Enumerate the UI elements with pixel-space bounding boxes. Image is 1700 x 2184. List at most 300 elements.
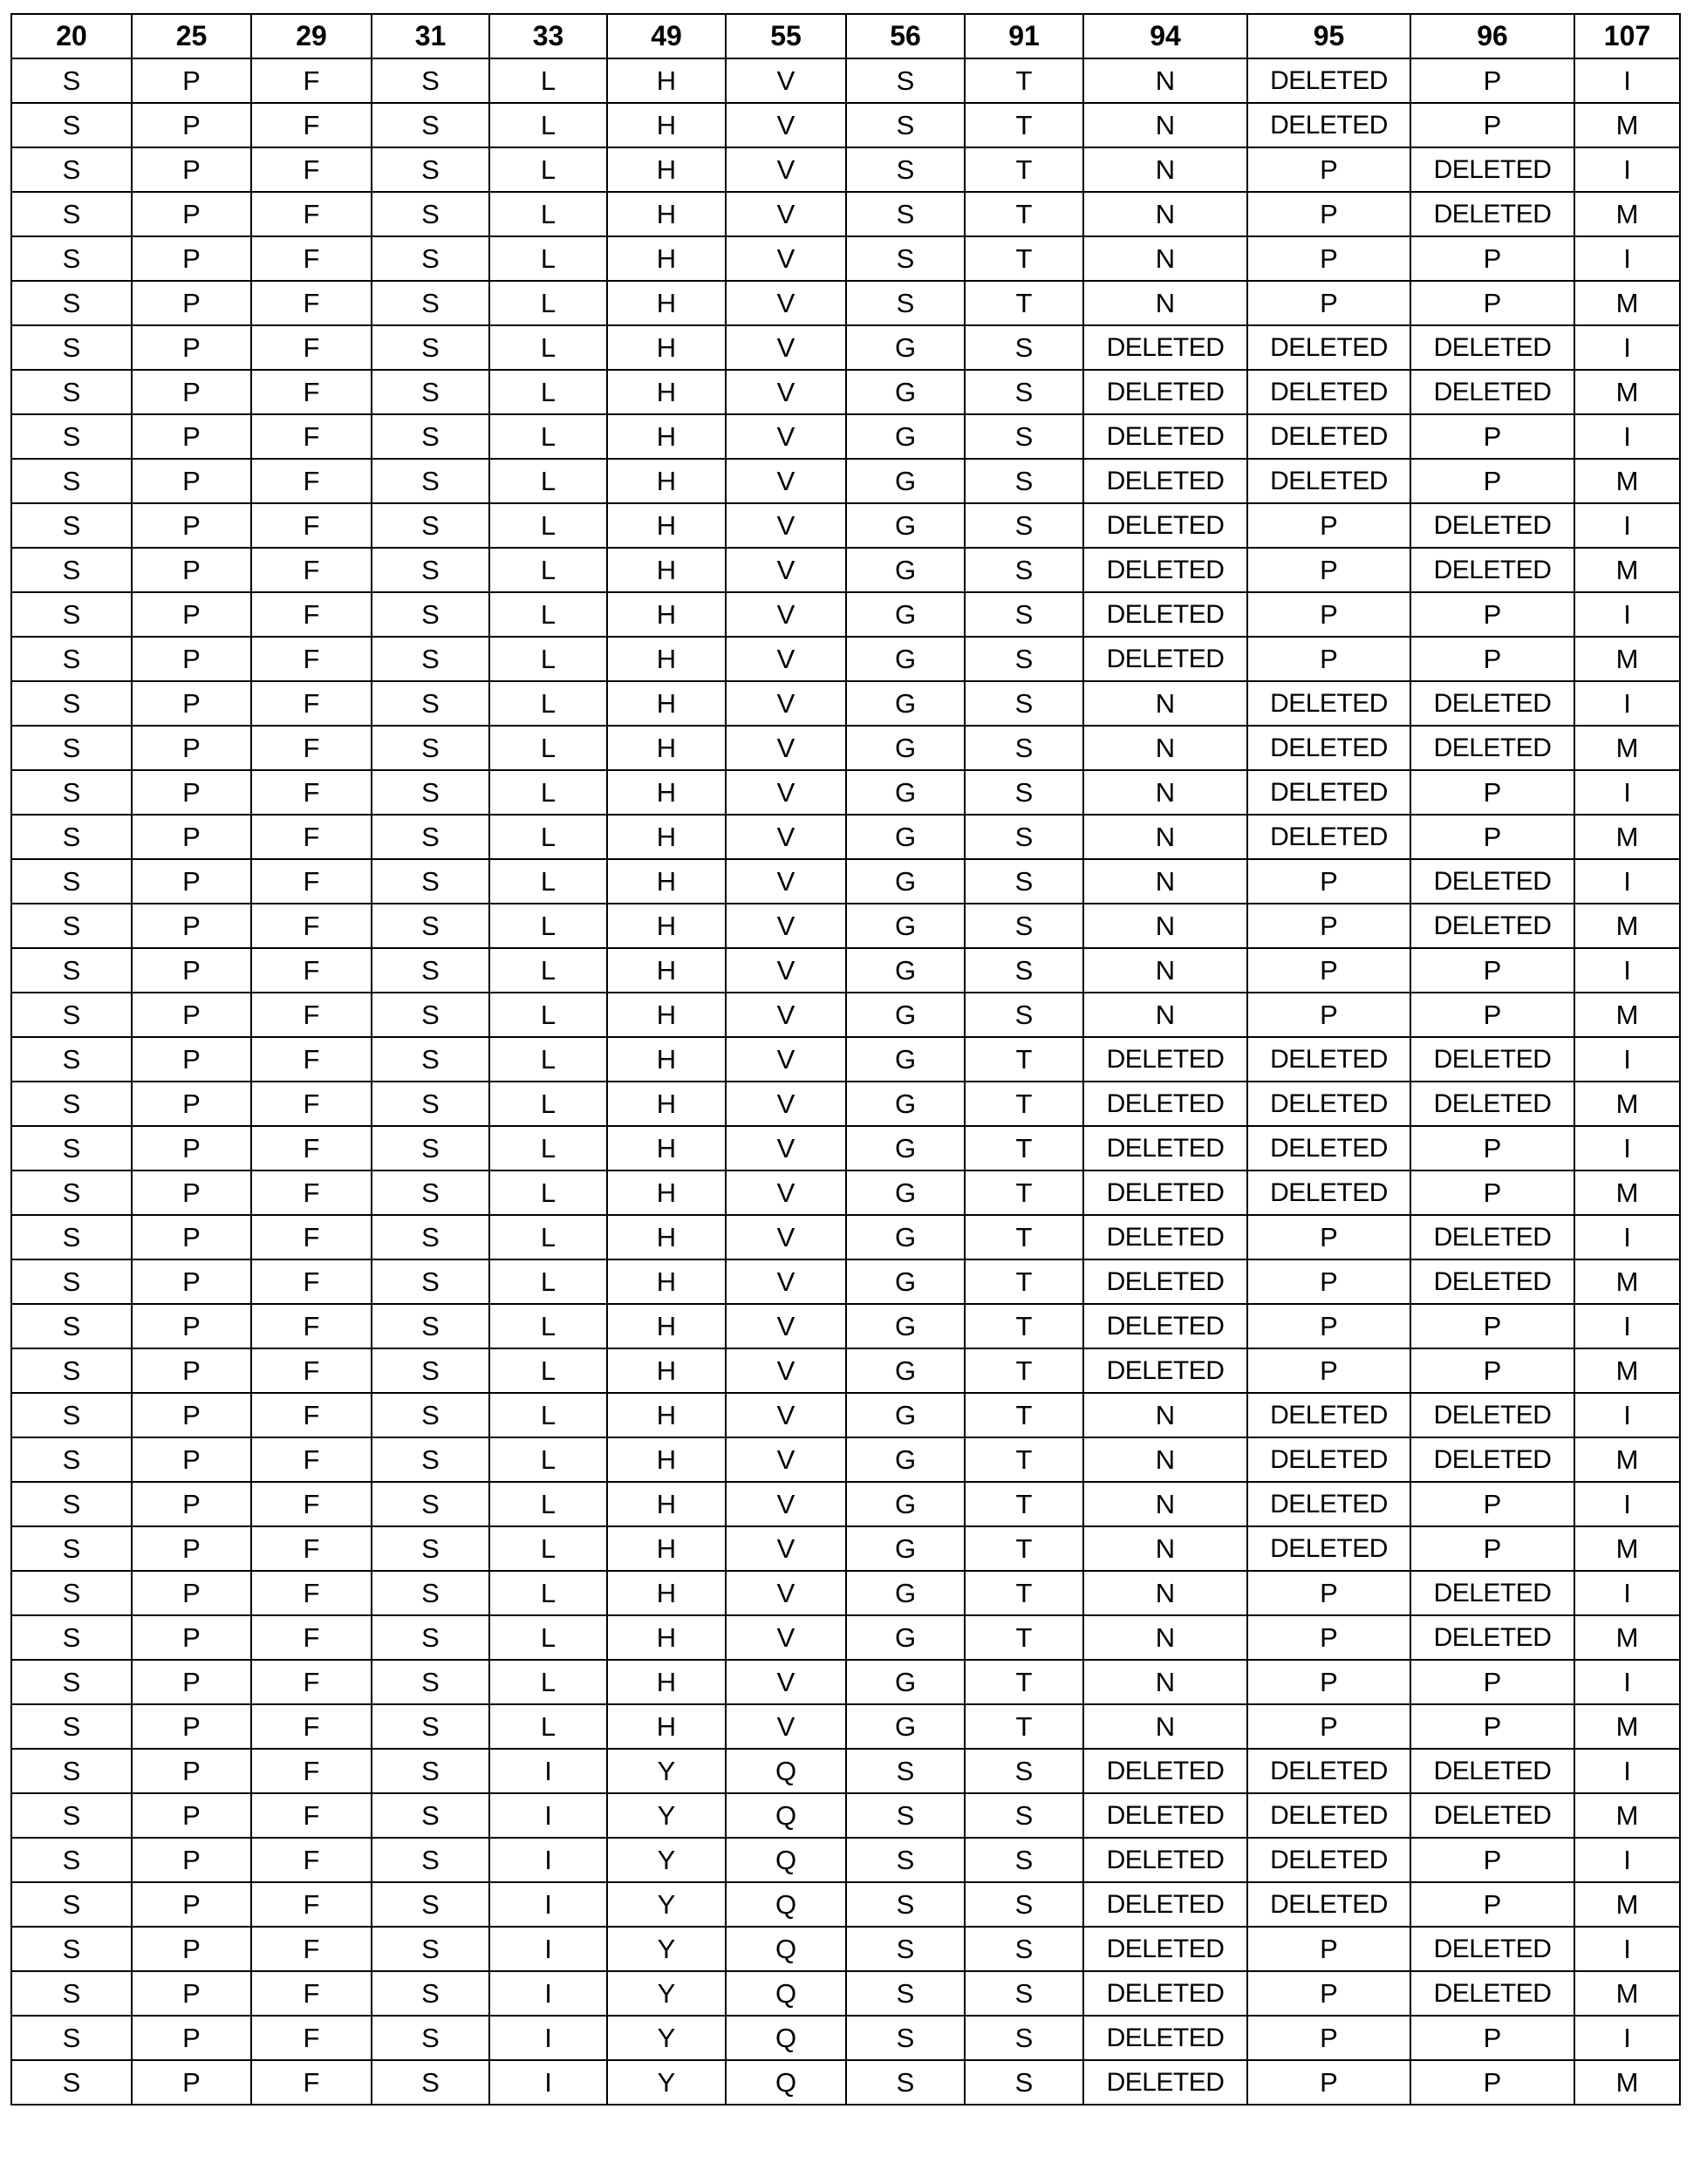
cell-pos-20: S [11, 1304, 132, 1348]
cell-pos-49: H [607, 548, 726, 592]
cell-pos-56: G [846, 1304, 965, 1348]
table-row [11, 1882, 1680, 1927]
cell-pos-25: P [132, 1704, 251, 1749]
cell-pos-29: F [251, 1971, 372, 2016]
cell-pos-91: S [965, 681, 1083, 726]
cell-pos-29: F [251, 904, 372, 948]
cell-pos-107: M [1574, 726, 1680, 770]
cell-pos-49: H [607, 904, 726, 948]
table-row [11, 281, 1680, 325]
cell-pos-107: I [1574, 1838, 1680, 1882]
table-row [11, 1749, 1680, 1793]
cell-pos-96: P [1410, 1170, 1574, 1215]
cell-pos-29: F [251, 592, 372, 637]
cell-pos-91: S [965, 815, 1083, 859]
cell-pos-95: P [1247, 236, 1410, 281]
cell-pos-20: S [11, 236, 132, 281]
cell-pos-107: M [1574, 993, 1680, 1037]
table-row [11, 1615, 1680, 1660]
cell-pos-31: S [372, 1037, 489, 1082]
cell-pos-29: F [251, 815, 372, 859]
cell-pos-25: P [132, 637, 251, 681]
cell-pos-31: S [372, 1704, 489, 1749]
cell-pos-31: S [372, 2060, 489, 2105]
cell-pos-96: DELETED [1410, 1437, 1574, 1482]
cell-pos-107: I [1574, 1304, 1680, 1348]
cell-pos-95: P [1247, 948, 1410, 993]
cell-pos-25: P [132, 1660, 251, 1704]
cell-pos-96: DELETED [1410, 548, 1574, 592]
cell-pos-91: S [965, 370, 1083, 414]
cell-pos-31: S [372, 1927, 489, 1971]
cell-pos-91: S [965, 2060, 1083, 2105]
table-row [11, 1838, 1680, 1882]
cell-pos-96: DELETED [1410, 1615, 1574, 1660]
cell-pos-29: F [251, 1793, 372, 1838]
cell-pos-33: L [489, 58, 607, 103]
cell-pos-29: F [251, 281, 372, 325]
cell-pos-20: S [11, 1838, 132, 1882]
table-row [11, 681, 1680, 726]
cell-pos-33: I [489, 1927, 607, 1971]
cell-pos-33: L [489, 236, 607, 281]
cell-pos-33: I [489, 2060, 607, 2105]
cell-pos-107: I [1574, 681, 1680, 726]
cell-pos-25: P [132, 1437, 251, 1482]
cell-pos-91: S [965, 1971, 1083, 2016]
cell-pos-95: DELETED [1247, 1082, 1410, 1126]
cell-pos-29: F [251, 1927, 372, 1971]
cell-pos-31: S [372, 770, 489, 815]
cell-pos-31: S [372, 2016, 489, 2060]
cell-pos-49: H [607, 770, 726, 815]
table-row [11, 1215, 1680, 1259]
cell-pos-95: P [1247, 1704, 1410, 1749]
cell-pos-31: S [372, 58, 489, 103]
cell-pos-49: Y [607, 1971, 726, 2016]
cell-pos-107: M [1574, 1526, 1680, 1571]
cell-pos-55: V [726, 637, 846, 681]
cell-pos-95: P [1247, 147, 1410, 192]
cell-pos-96: P [1410, 592, 1574, 637]
cell-pos-91: S [965, 859, 1083, 904]
cell-pos-56: G [846, 1215, 965, 1259]
cell-pos-31: S [372, 1126, 489, 1170]
cell-pos-49: H [607, 103, 726, 147]
cell-pos-49: H [607, 815, 726, 859]
table-row [11, 103, 1680, 147]
cell-pos-33: L [489, 325, 607, 370]
cell-pos-56: G [846, 1259, 965, 1304]
cell-pos-55: V [726, 103, 846, 147]
cell-pos-94: N [1083, 1704, 1247, 1749]
cell-pos-96: P [1410, 1348, 1574, 1393]
cell-pos-94: DELETED [1083, 548, 1247, 592]
column-header-91: 91 [965, 14, 1083, 58]
cell-pos-29: F [251, 503, 372, 548]
cell-pos-25: P [132, 370, 251, 414]
cell-pos-55: V [726, 370, 846, 414]
cell-pos-31: S [372, 1838, 489, 1882]
cell-pos-33: I [489, 1971, 607, 2016]
cell-pos-95: P [1247, 904, 1410, 948]
column-header-29: 29 [251, 14, 372, 58]
cell-pos-91: S [965, 1749, 1083, 1793]
cell-pos-31: S [372, 681, 489, 726]
cell-pos-95: DELETED [1247, 1126, 1410, 1170]
cell-pos-107: M [1574, 1793, 1680, 1838]
cell-pos-91: S [965, 503, 1083, 548]
cell-pos-49: H [607, 503, 726, 548]
cell-pos-20: S [11, 1437, 132, 1482]
cell-pos-49: Y [607, 2060, 726, 2105]
cell-pos-25: P [132, 1749, 251, 1793]
cell-pos-33: L [489, 192, 607, 236]
cell-pos-95: P [1247, 503, 1410, 548]
cell-pos-25: P [132, 414, 251, 459]
cell-pos-55: V [726, 1482, 846, 1526]
cell-pos-33: L [489, 948, 607, 993]
cell-pos-96: DELETED [1410, 192, 1574, 236]
cell-pos-49: H [607, 1037, 726, 1082]
cell-pos-95: DELETED [1247, 325, 1410, 370]
cell-pos-95: P [1247, 1348, 1410, 1393]
cell-pos-96: P [1410, 1882, 1574, 1927]
cell-pos-25: P [132, 503, 251, 548]
cell-pos-91: T [965, 1259, 1083, 1304]
cell-pos-33: L [489, 637, 607, 681]
cell-pos-33: L [489, 726, 607, 770]
cell-pos-29: F [251, 1393, 372, 1437]
cell-pos-33: L [489, 1259, 607, 1304]
cell-pos-29: F [251, 637, 372, 681]
cell-pos-107: I [1574, 1393, 1680, 1437]
cell-pos-56: G [846, 1170, 965, 1215]
cell-pos-33: L [489, 859, 607, 904]
cell-pos-20: S [11, 459, 132, 503]
cell-pos-49: Y [607, 1749, 726, 1793]
cell-pos-91: T [965, 1482, 1083, 1526]
cell-pos-56: G [846, 1126, 965, 1170]
table-row [11, 770, 1680, 815]
cell-pos-94: N [1083, 1393, 1247, 1437]
cell-pos-29: F [251, 236, 372, 281]
cell-pos-49: H [607, 370, 726, 414]
cell-pos-91: T [965, 1571, 1083, 1615]
cell-pos-33: L [489, 1082, 607, 1126]
cell-pos-49: H [607, 1571, 726, 1615]
cell-pos-96: DELETED [1410, 1749, 1574, 1793]
cell-pos-20: S [11, 325, 132, 370]
cell-pos-33: L [489, 103, 607, 147]
cell-pos-107: M [1574, 1615, 1680, 1660]
cell-pos-20: S [11, 1749, 132, 1793]
cell-pos-29: F [251, 414, 372, 459]
cell-pos-29: F [251, 325, 372, 370]
cell-pos-94: N [1083, 993, 1247, 1037]
cell-pos-25: P [132, 1348, 251, 1393]
cell-pos-33: I [489, 2016, 607, 2060]
cell-pos-56: G [846, 1482, 965, 1526]
cell-pos-94: N [1083, 1526, 1247, 1571]
cell-pos-56: G [846, 1437, 965, 1482]
cell-pos-33: L [489, 459, 607, 503]
cell-pos-20: S [11, 1571, 132, 1615]
cell-pos-55: Q [726, 2016, 846, 2060]
cell-pos-56: G [846, 1037, 965, 1082]
cell-pos-20: S [11, 414, 132, 459]
cell-pos-25: P [132, 770, 251, 815]
table-row [11, 1704, 1680, 1749]
cell-pos-94: DELETED [1083, 1971, 1247, 2016]
cell-pos-20: S [11, 948, 132, 993]
cell-pos-49: Y [607, 2016, 726, 2060]
cell-pos-95: DELETED [1247, 1838, 1410, 1882]
cell-pos-56: G [846, 325, 965, 370]
cell-pos-49: H [607, 1393, 726, 1437]
cell-pos-94: DELETED [1083, 1082, 1247, 1126]
cell-pos-33: L [489, 1526, 607, 1571]
cell-pos-56: G [846, 637, 965, 681]
cell-pos-25: P [132, 1215, 251, 1259]
cell-pos-94: N [1083, 815, 1247, 859]
cell-pos-95: P [1247, 1259, 1410, 1304]
table-row [11, 1927, 1680, 1971]
cell-pos-55: Q [726, 1749, 846, 1793]
cell-pos-94: DELETED [1083, 1170, 1247, 1215]
cell-pos-31: S [372, 1971, 489, 2016]
cell-pos-96: DELETED [1410, 859, 1574, 904]
cell-pos-107: I [1574, 592, 1680, 637]
cell-pos-95: DELETED [1247, 770, 1410, 815]
cell-pos-49: H [607, 637, 726, 681]
column-header-25: 25 [132, 14, 251, 58]
cell-pos-91: T [965, 281, 1083, 325]
cell-pos-94: DELETED [1083, 1882, 1247, 1927]
cell-pos-31: S [372, 370, 489, 414]
cell-pos-95: DELETED [1247, 1749, 1410, 1793]
cell-pos-107: M [1574, 1259, 1680, 1304]
cell-pos-31: S [372, 948, 489, 993]
table-row [11, 1793, 1680, 1838]
cell-pos-94: DELETED [1083, 1793, 1247, 1838]
cell-pos-25: P [132, 592, 251, 637]
cell-pos-33: L [489, 1437, 607, 1482]
cell-pos-49: H [607, 281, 726, 325]
cell-pos-49: H [607, 1215, 726, 1259]
cell-pos-25: P [132, 1304, 251, 1348]
cell-pos-91: T [965, 1393, 1083, 1437]
table-row [11, 414, 1680, 459]
cell-pos-20: S [11, 1927, 132, 1971]
cell-pos-20: S [11, 1037, 132, 1082]
cell-pos-25: P [132, 1615, 251, 1660]
cell-pos-31: S [372, 1348, 489, 1393]
cell-pos-91: S [965, 1927, 1083, 1971]
table-row [11, 2016, 1680, 2060]
cell-pos-94: N [1083, 726, 1247, 770]
cell-pos-20: S [11, 1615, 132, 1660]
cell-pos-20: S [11, 1482, 132, 1526]
cell-pos-20: S [11, 2016, 132, 2060]
cell-pos-33: I [489, 1793, 607, 1838]
cell-pos-96: DELETED [1410, 1971, 1574, 2016]
cell-pos-91: S [965, 459, 1083, 503]
cell-pos-25: P [132, 1126, 251, 1170]
cell-pos-20: S [11, 637, 132, 681]
cell-pos-96: DELETED [1410, 1215, 1574, 1259]
cell-pos-107: M [1574, 1704, 1680, 1749]
cell-pos-33: L [489, 592, 607, 637]
cell-pos-29: F [251, 459, 372, 503]
cell-pos-96: DELETED [1410, 1393, 1574, 1437]
cell-pos-25: P [132, 1482, 251, 1526]
cell-pos-94: DELETED [1083, 2016, 1247, 2060]
cell-pos-20: S [11, 1259, 132, 1304]
cell-pos-49: H [607, 192, 726, 236]
cell-pos-49: H [607, 1482, 726, 1526]
cell-pos-107: I [1574, 948, 1680, 993]
cell-pos-91: T [965, 192, 1083, 236]
cell-pos-95: DELETED [1247, 103, 1410, 147]
cell-pos-31: S [372, 1882, 489, 1927]
cell-pos-91: T [965, 1704, 1083, 1749]
cell-pos-31: S [372, 904, 489, 948]
cell-pos-33: L [489, 1037, 607, 1082]
cell-pos-33: L [489, 1304, 607, 1348]
cell-pos-20: S [11, 726, 132, 770]
cell-pos-29: F [251, 370, 372, 414]
cell-pos-49: Y [607, 1927, 726, 1971]
cell-pos-31: S [372, 1660, 489, 1704]
cell-pos-20: S [11, 58, 132, 103]
cell-pos-56: G [846, 592, 965, 637]
table-body [11, 58, 1680, 2105]
cell-pos-107: I [1574, 859, 1680, 904]
cell-pos-91: T [965, 1437, 1083, 1482]
cell-pos-96: P [1410, 1482, 1574, 1526]
cell-pos-107: M [1574, 548, 1680, 592]
cell-pos-107: M [1574, 1971, 1680, 2016]
cell-pos-25: P [132, 1259, 251, 1304]
cell-pos-55: V [726, 1170, 846, 1215]
cell-pos-49: H [607, 859, 726, 904]
table-row [11, 1571, 1680, 1615]
cell-pos-56: S [846, 281, 965, 325]
cell-pos-96: P [1410, 58, 1574, 103]
cell-pos-56: S [846, 1882, 965, 1927]
cell-pos-20: S [11, 770, 132, 815]
cell-pos-107: M [1574, 637, 1680, 681]
cell-pos-56: G [846, 726, 965, 770]
cell-pos-29: F [251, 1126, 372, 1170]
cell-pos-31: S [372, 815, 489, 859]
cell-pos-56: G [846, 1571, 965, 1615]
cell-pos-56: S [846, 2016, 965, 2060]
cell-pos-94: N [1083, 948, 1247, 993]
cell-pos-94: DELETED [1083, 1838, 1247, 1882]
cell-pos-49: H [607, 325, 726, 370]
cell-pos-95: P [1247, 637, 1410, 681]
cell-pos-55: V [726, 1304, 846, 1348]
cell-pos-25: P [132, 1793, 251, 1838]
table-row [11, 1660, 1680, 1704]
cell-pos-96: P [1410, 993, 1574, 1037]
cell-pos-31: S [372, 726, 489, 770]
cell-pos-49: H [607, 592, 726, 637]
cell-pos-49: H [607, 1437, 726, 1482]
cell-pos-94: DELETED [1083, 1348, 1247, 1393]
cell-pos-95: DELETED [1247, 681, 1410, 726]
column-header-55: 55 [726, 14, 846, 58]
cell-pos-31: S [372, 325, 489, 370]
cell-pos-31: S [372, 1482, 489, 1526]
cell-pos-55: V [726, 1259, 846, 1304]
cell-pos-29: F [251, 993, 372, 1037]
cell-pos-94: DELETED [1083, 637, 1247, 681]
cell-pos-107: I [1574, 2016, 1680, 2060]
cell-pos-25: P [132, 948, 251, 993]
cell-pos-20: S [11, 1882, 132, 1927]
cell-pos-96: P [1410, 1704, 1574, 1749]
cell-pos-96: DELETED [1410, 325, 1574, 370]
cell-pos-94: N [1083, 147, 1247, 192]
cell-pos-91: S [965, 1882, 1083, 1927]
cell-pos-56: S [846, 1749, 965, 1793]
cell-pos-55: Q [726, 1793, 846, 1838]
cell-pos-107: M [1574, 281, 1680, 325]
cell-pos-25: P [132, 1838, 251, 1882]
cell-pos-96: DELETED [1410, 503, 1574, 548]
cell-pos-33: L [489, 414, 607, 459]
cell-pos-94: N [1083, 904, 1247, 948]
cell-pos-20: S [11, 1170, 132, 1215]
cell-pos-56: S [846, 236, 965, 281]
cell-pos-107: I [1574, 58, 1680, 103]
table-row [11, 503, 1680, 548]
cell-pos-107: I [1574, 147, 1680, 192]
table-row [11, 859, 1680, 904]
cell-pos-31: S [372, 1749, 489, 1793]
cell-pos-29: F [251, 1704, 372, 1749]
cell-pos-29: F [251, 1882, 372, 1927]
table-row [11, 236, 1680, 281]
cell-pos-25: P [132, 1971, 251, 2016]
cell-pos-56: G [846, 1660, 965, 1704]
cell-pos-29: F [251, 58, 372, 103]
cell-pos-96: P [1410, 459, 1574, 503]
cell-pos-56: G [846, 681, 965, 726]
cell-pos-94: DELETED [1083, 1037, 1247, 1082]
cell-pos-29: F [251, 1838, 372, 1882]
cell-pos-56: S [846, 103, 965, 147]
cell-pos-33: L [489, 1126, 607, 1170]
cell-pos-55: Q [726, 1971, 846, 2016]
table-row [11, 993, 1680, 1037]
table-row [11, 2060, 1680, 2105]
cell-pos-29: F [251, 1526, 372, 1571]
cell-pos-94: DELETED [1083, 592, 1247, 637]
cell-pos-94: N [1083, 859, 1247, 904]
cell-pos-33: L [489, 1571, 607, 1615]
cell-pos-31: S [372, 147, 489, 192]
cell-pos-20: S [11, 2060, 132, 2105]
table-row [11, 1482, 1680, 1526]
cell-pos-20: S [11, 681, 132, 726]
cell-pos-33: L [489, 1170, 607, 1215]
cell-pos-56: G [846, 1615, 965, 1660]
cell-pos-29: F [251, 1571, 372, 1615]
